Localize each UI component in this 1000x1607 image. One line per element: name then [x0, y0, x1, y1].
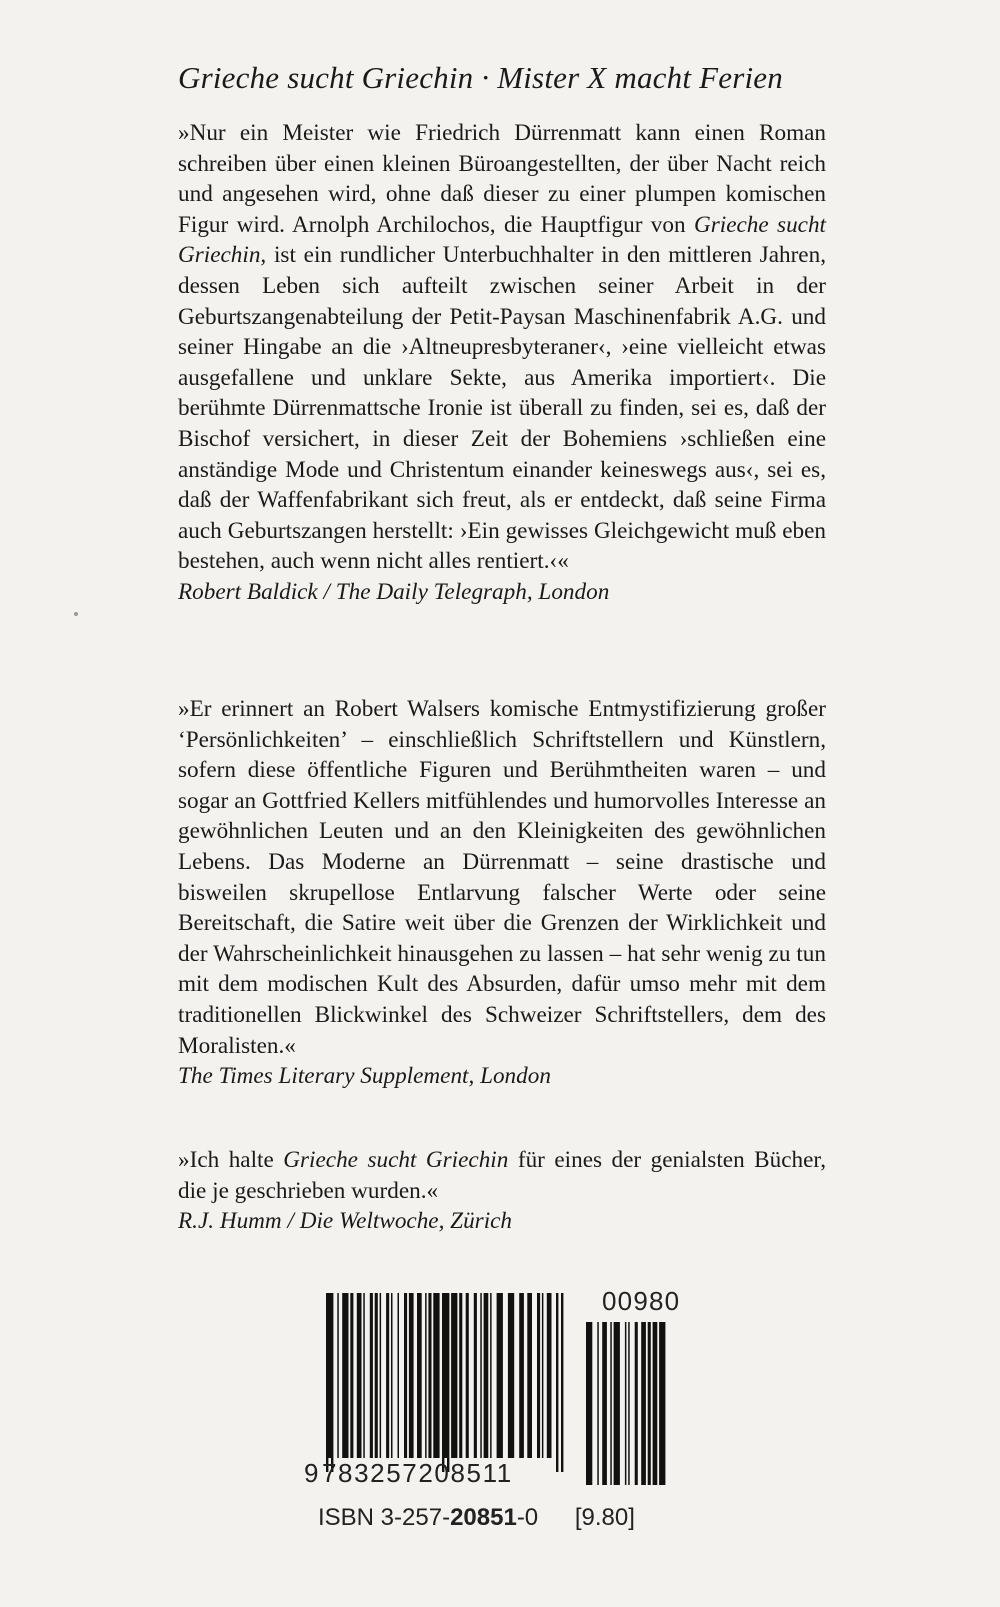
barcode-bar	[398, 1293, 400, 1458]
barcode-bar	[586, 1322, 592, 1485]
barcode-bar	[409, 1293, 414, 1458]
book-title-italic: Grieche sucht Griechin	[283, 1147, 509, 1173]
barcode-guard-bar	[556, 1293, 558, 1472]
barcode-bar	[653, 1322, 658, 1485]
isbn-bold-part: 20851	[450, 1504, 517, 1531]
barcode-bar	[350, 1293, 353, 1458]
barcode-bar	[451, 1293, 457, 1458]
review-source: Robert Baldick / The Daily Telegraph, London	[178, 578, 610, 605]
barcode-bar	[519, 1293, 524, 1458]
barcode-bar	[474, 1293, 477, 1458]
barcode-addon-digits: 00980	[602, 1286, 681, 1316]
barcode-guard-bar	[326, 1293, 328, 1472]
review-text: »Er erinnert an Robert Walsers komische Entmystifizierung großer ‘Persönlichkeiten’ – einschließlich Schriftstellern und Künstlern, sofern diese öffentliche Figuren und Berühmtheiten waren – und sogar an Gottfried Kellers mitfühlendes und humorvolles Interesse an gewöhnlichen Leuten und an den Kleinigkeiten des gewöhnlichen Lebens. Das Moderne an Dürrenmatt – seine drastische und bisweilen skrupellose Entlarvung falscher Werte oder seine Bereitschaft, die Satire weit über die Grenzen der Wirklichkeit und der Wahrscheinlichkeit hinausgehen zu lassen – hat sehr wenig zu tun mit dem modischen Kult des Absurden, dafür umso mehr mit dem traditionellen Blickwinkel des Schweizer Schriftstellers, dem des Moralisten.«	[178, 696, 826, 1059]
barcode-bar	[614, 1322, 620, 1485]
barcode-bar	[433, 1293, 439, 1458]
barcode-bar	[466, 1293, 469, 1458]
barcode-bar	[380, 1293, 382, 1458]
barcode-bar	[547, 1293, 552, 1458]
barcode-bar	[602, 1322, 607, 1485]
barcode-bar	[391, 1293, 393, 1458]
review-source: The Times Literary Supplement, London	[178, 1063, 551, 1090]
barcode-bar	[610, 1322, 612, 1485]
barcode-bar	[597, 1322, 599, 1485]
barcode-bar	[375, 1293, 378, 1458]
review-text: »Nur ein Meister wie Friedrich Dürrenmatt kann einen Roman schreiben über einen kleinen Büroangestellten, der über Nacht reich und angesehen wird, ohne daß dieser zu einer plumpen komischen Figur wird. Arnolph Archilochos, die Hauptfigur von Grieche sucht Griechin, ist ein rundlicher Unterbuchhalter in den mittleren Jahren, dessen Leben sich aufteilt zwischen seiner Arbeit in der Geburtszangenabteilung der Petit-Paysan Maschinenfabrik A.G. und seiner Hingabe an die ›Altneupresbyteraner‹, ›eine vielleicht etwas ausgefallene und unklare Sekte, aus Amerika importiert‹. Die berühmte Dürrenmattsche Ironie ist überall zu finden, sei es, daß der Bischof versichert, in dieser Zeit der Bohemiens ›schließen eine anständige Mode und Christentum einander keineswegs aus‹, sei es, daß der Waffenfabrikant sich freut, als er entdeckt, daß seine Firma auch Geburtszangen herstellt: ›Ein gewisses Gleichgewicht muß eben bestehen, auch wenn nicht alles rentiert.‹«	[178, 120, 826, 575]
barcode-lead-digit: 9	[304, 1458, 320, 1488]
barcode-bar	[527, 1293, 532, 1458]
review-source: R.J. Humm / Die Weltwoche, Zürich	[178, 1208, 513, 1235]
isbn-prefix: ISBN 3-257-	[318, 1504, 451, 1531]
barcode-guard-bar	[331, 1293, 333, 1472]
barcode-bar	[641, 1322, 646, 1485]
barcode-guard-bar	[442, 1293, 444, 1472]
book-title-italic: Grieche sucht Griechin,	[178, 211, 826, 269]
barcode-bar	[480, 1293, 482, 1458]
review-text: »Ich halte Grieche sucht Griechin für eines der genialsten Bücher, die je geschrieben wurden.«	[178, 1147, 826, 1204]
barcode-bar	[459, 1293, 462, 1458]
barcode-main-digits: 783257208511	[322, 1458, 513, 1488]
barcode-bar	[337, 1293, 339, 1458]
barcode-bar	[417, 1293, 422, 1458]
barcode-bar	[508, 1293, 514, 1458]
barcode-bar	[648, 1322, 651, 1485]
barcode-bar	[484, 1293, 489, 1458]
barcode-bar	[425, 1293, 427, 1458]
barcode-bar	[628, 1322, 630, 1485]
barcode-bar	[386, 1293, 389, 1458]
barcode-bar	[625, 1322, 627, 1485]
barcode-bar	[370, 1293, 373, 1458]
isbn-suffix: -0	[516, 1504, 539, 1531]
cover-title: Grieche sucht Griechin · Mister X macht Ferien	[178, 60, 783, 95]
barcode-guard-bar	[561, 1293, 563, 1472]
barcode-bar	[357, 1293, 362, 1458]
barcode-bar	[635, 1322, 638, 1485]
barcode-bar	[404, 1293, 407, 1458]
barcode-guard-bar	[447, 1293, 449, 1472]
barcode-bar	[363, 1293, 365, 1458]
isbn-line	[318, 1504, 635, 1532]
barcode-bar	[537, 1293, 540, 1458]
price-label: [9.80]	[574, 1504, 635, 1531]
barcode-bar	[490, 1293, 492, 1458]
barcode-bar	[342, 1293, 348, 1458]
barcode-bar	[542, 1293, 544, 1458]
barcode-bar	[497, 1293, 503, 1458]
barcode-bar	[428, 1293, 431, 1458]
barcode-bar	[659, 1322, 665, 1485]
